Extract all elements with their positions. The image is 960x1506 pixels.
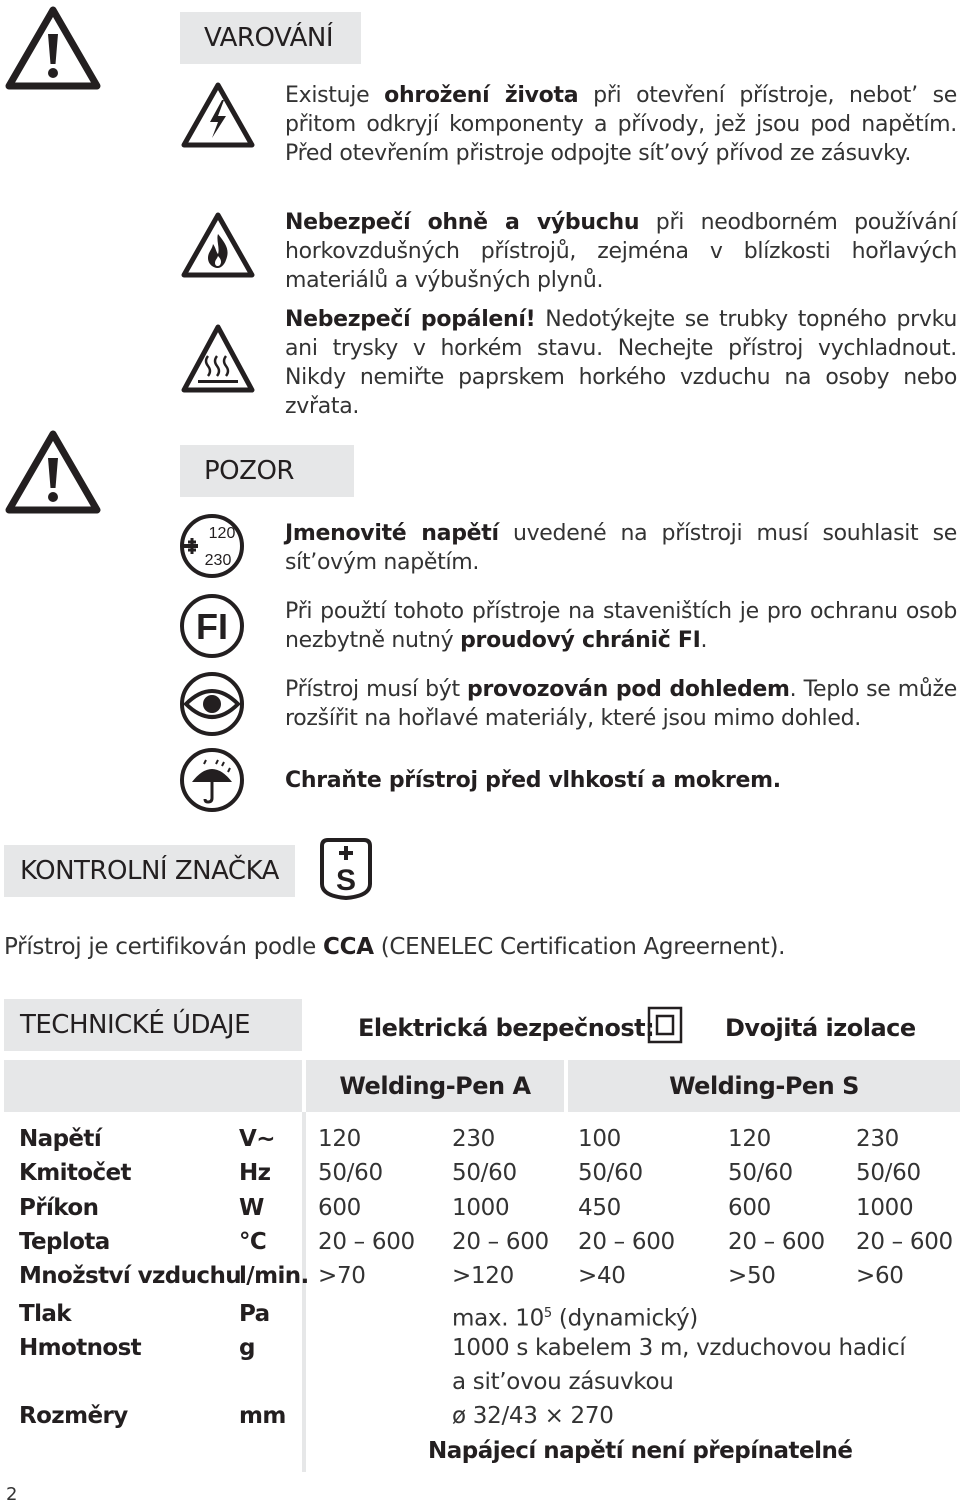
- spec-value: 20 – 600: [452, 1229, 549, 1255]
- warning-triangle-icon: [4, 4, 102, 92]
- spec-value: 50/60: [318, 1160, 383, 1186]
- column-header-welding-pen-s: Welding-Pen S: [568, 1060, 960, 1112]
- caution-paragraph-1: Jmenovité napětí uvedené na přístroji musí souhlasit se sít’ovým napětím.: [285, 521, 957, 575]
- certification-text: Přístroj je certifikován podle CCA (CENELEC Certification Agreernent).: [4, 934, 786, 960]
- spec-value: >60: [856, 1263, 904, 1289]
- spec-value: 50/60: [856, 1160, 921, 1186]
- spec-value: 600: [318, 1195, 361, 1221]
- table-left-border: [302, 1112, 306, 1472]
- spec-unit: l/min.: [239, 1263, 309, 1289]
- voltage-note: Napájecí napětí není přepínatelné: [428, 1438, 853, 1464]
- page-number: 2: [6, 1484, 18, 1505]
- electrical-safety-label: Elektrická bezpečnost:: [358, 1014, 655, 1042]
- caution-paragraph-2: Při použtí tohoto přístroje na staveništích je pro ochranu osob nezbytně nutný proudový chránič FI.: [285, 599, 957, 653]
- fi-breaker-icon: [178, 592, 246, 660]
- double-insulation-icon: [647, 1006, 683, 1044]
- dimensions-value: ø 32/43 × 270: [452, 1403, 614, 1429]
- spec-value: 450: [578, 1195, 621, 1221]
- warning-header: [180, 12, 361, 64]
- electric-shock-icon: [180, 80, 256, 150]
- spec-value: >50: [728, 1263, 776, 1289]
- spec-value: 120: [728, 1126, 771, 1152]
- spec-value: 230: [856, 1126, 899, 1152]
- caution-header: [180, 445, 354, 497]
- warning-paragraph-3: Nebezpečí popálení! Nedotýkejte se trubky topného prvku ani trysky v horkém stavu. Nechejte přístroj vychladnout. Nikdy nemiřte paprskem horkého vzduchu na osoby nebo zvřata.: [285, 307, 957, 419]
- tech-data-header: [4, 999, 302, 1051]
- spec-value: >70: [318, 1263, 366, 1289]
- eye-supervision-icon: [178, 670, 246, 738]
- spec-label: Napětí: [19, 1126, 102, 1152]
- column-header-welding-pen-a: Welding-Pen A: [306, 1060, 564, 1112]
- fi-icon-label: FI: [196, 606, 228, 647]
- electrical-safety-value: Dvojitá izolace: [725, 1014, 916, 1042]
- tech-data-title: TECHNICKÉ ÚDAJE: [20, 1010, 251, 1040]
- spec-value: 50/60: [452, 1160, 517, 1186]
- spec-value: >120: [452, 1263, 514, 1289]
- spec-label: Teplota: [19, 1229, 110, 1255]
- hot-surface-icon: [180, 322, 256, 396]
- warning-paragraph-1: Existuje ohrožení života při otevření přístroje, nebot’ se přitom odkryjí komponenty a přívody, jež jsou pod napětím. Před otevřením přistroje odpojte sít’ový přívod ze zásuvky.: [285, 83, 957, 166]
- spec-value: 50/60: [728, 1160, 793, 1186]
- pressure-unit: Pa: [239, 1301, 270, 1327]
- spec-value: 20 – 600: [856, 1229, 953, 1255]
- spec-value: 100: [578, 1126, 621, 1152]
- spec-value: 20 – 600: [728, 1229, 825, 1255]
- spec-value: 600: [728, 1195, 771, 1221]
- spec-label: Příkon: [19, 1195, 99, 1221]
- spec-unit: V~: [239, 1126, 275, 1152]
- warning-paragraph-2: Nebezpečí ohně a výbuchu při neodborném používání horkovzdušných přístrojů, zejména v blízkosti hořlavých materiálů a výbušných plynů.: [285, 210, 957, 293]
- control-mark-header: [4, 845, 295, 897]
- spec-value: 20 – 600: [578, 1229, 675, 1255]
- control-mark-title: KONTROLNÍ ZNAČKA: [20, 856, 279, 886]
- spec-label: Množství vzduchu: [19, 1263, 242, 1289]
- svg-text:S: S: [335, 864, 357, 897]
- weight-value-line-2: a sit’ovou zásuvkou: [452, 1369, 674, 1395]
- spec-value: 1000: [452, 1195, 510, 1221]
- spec-value: 120: [318, 1126, 361, 1152]
- weight-unit: g: [239, 1335, 255, 1361]
- fire-hazard-icon: [180, 210, 256, 280]
- umbrella-moisture-icon: [178, 746, 246, 814]
- caution-paragraph-3: Přístroj musí být provozován pod dohledem. Teplo se může rozšířit na hořlavé materiály, které jsou mimo dohled.: [285, 677, 958, 731]
- spec-label: Kmitočet: [19, 1160, 131, 1186]
- caution-title: POZOR: [204, 456, 294, 486]
- spec-value: 20 – 600: [318, 1229, 415, 1255]
- spec-unit: Hz: [239, 1160, 271, 1186]
- caution-triangle-icon: [4, 428, 102, 516]
- voltage-icon: [178, 512, 246, 580]
- table-header-left-band: [4, 1060, 302, 1112]
- pressure-label: Tlak: [19, 1301, 71, 1327]
- warning-title: VAROVÁNÍ: [204, 23, 334, 53]
- safety-mark-icon: [318, 836, 374, 900]
- voltage-icon-120: 120: [208, 525, 236, 542]
- spec-unit: W: [239, 1195, 264, 1221]
- dimensions-label: Rozměry: [19, 1403, 128, 1429]
- spec-value: 50/60: [578, 1160, 643, 1186]
- dimensions-unit: mm: [239, 1403, 286, 1429]
- voltage-icon-230: 230: [204, 552, 232, 569]
- pressure-value: max. $10^5$ (dynamický): [452, 1305, 698, 1332]
- spec-value: 230: [452, 1126, 495, 1152]
- spec-unit: °C: [239, 1229, 267, 1255]
- spec-value: >40: [578, 1263, 626, 1289]
- caution-paragraph-4: Chraňte přístroj před vlhkostí a mokrem.: [285, 768, 781, 793]
- spec-value: 1000: [856, 1195, 914, 1221]
- weight-label: Hmotnost: [19, 1335, 142, 1361]
- weight-value-line-1: 1000 s kabelem 3 m, vzduchovou hadicí: [452, 1335, 906, 1361]
